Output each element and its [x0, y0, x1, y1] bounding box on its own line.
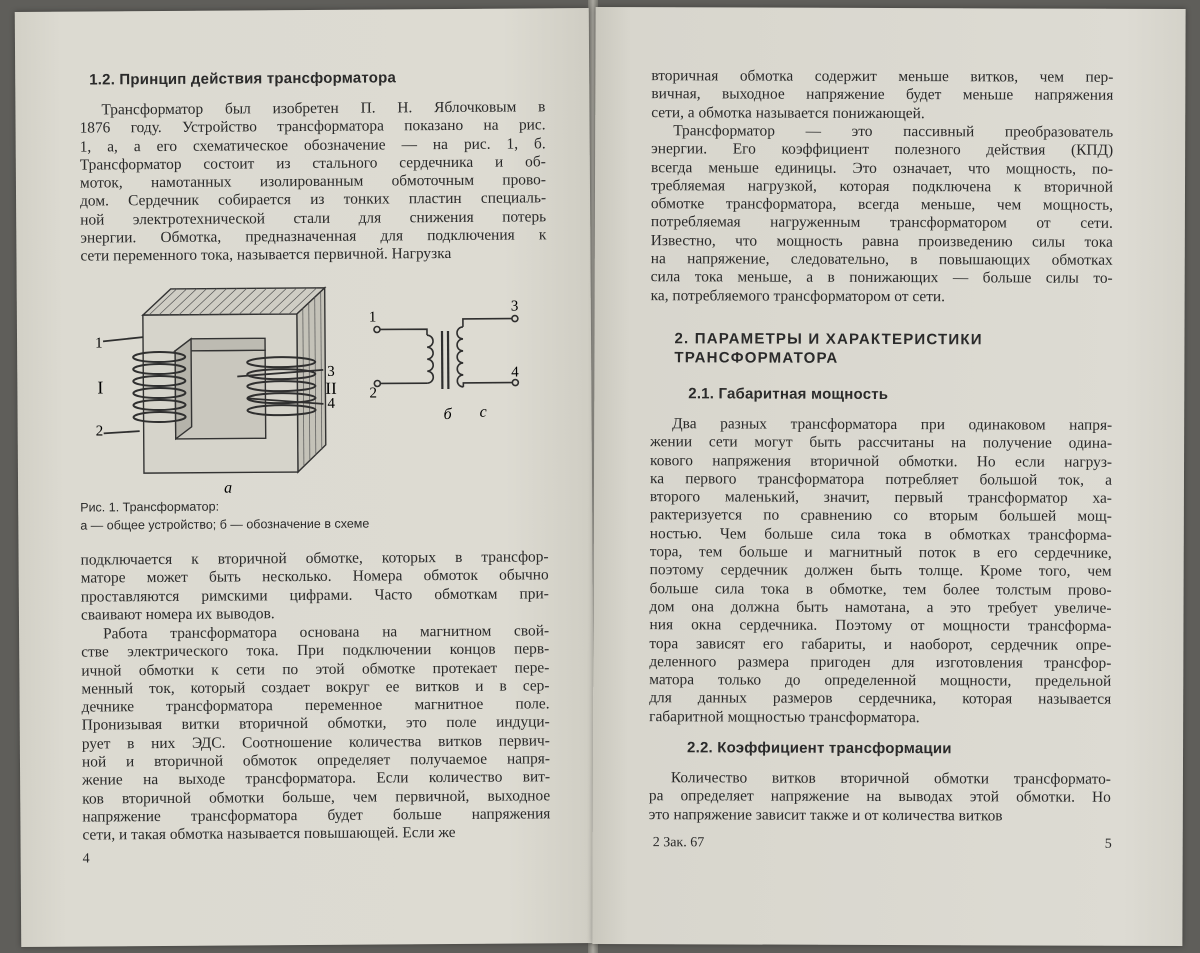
text-line: сети переменного тока, называется первичной. Нагрузка: [80, 245, 452, 265]
paragraph-rated-power: [649, 415, 1112, 728]
text-line: Пронизывая витки вторичной обмотки, это поле индуци-: [81, 713, 550, 735]
text-line: дом. Сердечник собирается из тонких пластин специаль-: [80, 189, 547, 211]
text-line: маторе может быть несколько. Номера обмоток обычно: [80, 566, 549, 587]
text-line: тора зависят его габариты, и наоборот, сердечник опре-: [649, 634, 1112, 654]
text-line: сваивают номера их выводов.: [80, 605, 275, 624]
right-page: [592, 7, 1185, 946]
text-line: вичная, выходное напряжение будет меньше напряжения: [651, 85, 1114, 105]
figure-transformer: [87, 278, 548, 496]
text-line: Количество витков вторичной обмотки трансформато-: [670, 769, 1111, 788]
paragraph-step-down: [651, 67, 1113, 124]
text-line: дечнике трансформатора переменное магнитное поле.: [81, 695, 550, 716]
sub-heading-2-1: 2.1. Габаритная мощность: [688, 385, 889, 403]
text-line: для данных размеров сердечника, которая называется: [649, 689, 1112, 709]
text-line: энергии. Обмотка, предназначенная для подключения к: [80, 226, 547, 247]
text-line: ка, потребляемого трансформатором от сети.: [650, 286, 946, 305]
text-line: Трансформатор состоит из стального сердечника и об-: [79, 153, 546, 174]
text-line: ния окна сердечника. Поэтому от мощности трансформа-: [649, 616, 1112, 636]
figure-label-c: с: [479, 403, 487, 421]
paragraph-transformation-ratio: [649, 769, 1111, 826]
text-line: моток, намотанных изолированным обмоточным прово-: [79, 171, 546, 192]
text-line: Трансформатор — это пассивный преобразователь: [673, 122, 1114, 141]
text-line: рактеризуется по сравнению со вторым большей мощ-: [649, 506, 1112, 526]
text-line: напряжение трансформатора будет больше напряжения: [82, 805, 551, 826]
text-line: подключается к вторичной обмотке, которых в трансфор-: [80, 548, 549, 569]
text-line: на напряжение, следовательно, в повышающих обмотках: [650, 250, 1113, 269]
text-line: ра определяет напряжение на выводах этой обмотки. Но: [648, 787, 1111, 807]
paragraph-efficiency: [651, 122, 1114, 307]
chapter-heading-line-2: ТРАНСФОРМАТОРА: [674, 349, 839, 367]
text-line: вторичная обмотка содержит меньше витков, чем пер-: [651, 67, 1114, 86]
text-line: рует в них ЭДС. Соотношение количества витков первич-: [81, 732, 550, 753]
text-line: проставляются римскими цифрами. Часто обмоткам при-: [80, 584, 549, 606]
terminal-label-2: 2: [95, 423, 104, 440]
winding-label-secondary: II: [325, 378, 337, 398]
text-line: сети, и такая обмотка называется повышающей. Если же: [82, 824, 456, 844]
text-line: матора только до определенной мощности, предельной: [649, 671, 1112, 690]
terminal-label-4-schematic: 4: [511, 364, 519, 381]
text-line: это напряжение зависит также и от количества витков: [648, 805, 1003, 824]
text-line: стве электрического тока. При подключении концов перв-: [81, 640, 550, 661]
text-line: Известно, что мощность равна произведению силы тока: [650, 231, 1113, 251]
figure-label-a: а: [224, 479, 233, 497]
text-line: Работа трансформатора основана на магнитном свой-: [103, 622, 550, 643]
text-line: 1, а, а его схематическое обозначение — на рис. 1, б.: [79, 134, 546, 156]
text-line: больше сила тока в обмотке, тем более толстым прово-: [649, 579, 1112, 599]
text-line: обмотке трансформатора, всегда меньше, чем мощность,: [650, 195, 1113, 214]
terminal-label-3-schematic: 3: [510, 298, 519, 315]
text-line: ной и вторичной обмоток определяет получаемое напря-: [81, 750, 551, 771]
text-line: 1876 году. Устройство трансформатора показано на рис.: [79, 116, 546, 137]
terminal-label-3-left: 3: [327, 363, 335, 380]
text-line: тора, тем больше и магнитный поток в его сердечнике,: [649, 543, 1112, 562]
terminal-label-1: 1: [95, 335, 103, 352]
terminal-label-4-left: 4: [327, 395, 336, 412]
left-page: [15, 8, 596, 947]
figure-caption-title: Рис. 1. Трансформатор:: [80, 499, 220, 515]
winding-label-primary: I: [97, 377, 104, 398]
page-number-right: 5: [1104, 836, 1112, 852]
text-line: менный ток, который создает вокруг ее витков и в сер-: [81, 677, 550, 698]
text-line: Два разных трансформатора при одинаковом напря-: [672, 415, 1113, 434]
text-line: сети, а обмотка называется понижающей.: [651, 103, 925, 122]
text-line: поэтому сердечник должен быть толще. Кроме того, чем: [649, 561, 1112, 581]
text-line: ков вторичной обмотки больше, чем первичной, выходное: [82, 786, 551, 808]
section-heading-1-2: 1.2. Принцип действия трансформатора: [89, 69, 397, 89]
text-line: ностью. Чем больше сила тока в обмотках трансформа-: [649, 524, 1112, 544]
chapter-heading-line-1: 2. ПАРАМЕТРЫ И ХАРАКТЕРИСТИКИ: [674, 330, 983, 349]
schematic-symbol: [374, 316, 519, 390]
text-line: второго маленький, значит, первый трансформатор ха-: [649, 488, 1112, 507]
text-line: сила тока меньше, а в понижающих — больше силы то-: [650, 268, 1113, 288]
figure-caption-description: а — общее устройство; б — обозначение в схеме: [80, 516, 370, 533]
paragraph-operation: [81, 622, 551, 845]
text-line: всегда меньше единицы. Это означает, что мощность, по-: [651, 158, 1114, 178]
text-line: ка первого трансформатора потребляет большой ток, а: [649, 470, 1113, 489]
text-line: жение на выходе трансформатора. Если количество вит-: [82, 768, 551, 789]
text-line: ной электротехнической стали для снижения потерь: [80, 208, 547, 229]
printer-signature: 2 Зак. 67: [652, 835, 705, 851]
text-line: кового напряжения вторичной обмотки. Но если нагруз-: [650, 451, 1113, 471]
terminal-label-1-schematic: 1: [368, 309, 377, 326]
chapter-heading: [674, 329, 982, 368]
paragraph-intro: [79, 98, 546, 266]
text-line: деленного размера пригоден для изготовления трансфор-: [649, 653, 1112, 672]
terminal-label-2-schematic: 2: [369, 385, 377, 402]
text-line: ичной обмотки к сети по этой обмотке протекает пере-: [81, 658, 550, 680]
page-number-left: 4: [82, 851, 90, 867]
text-line: жении сети могут быть рассчитаны на получение одина-: [650, 433, 1113, 453]
transformer-core-drawing: [143, 288, 326, 473]
figure-label-b: б: [443, 405, 452, 424]
text-line: Трансформатор был изобретен П. Н. Яблочковым в: [101, 98, 546, 119]
text-line: энергии. Его коэффициент полезного действия (КПД): [651, 140, 1114, 160]
text-line: потребляемая нагруженным трансформатором от сети.: [650, 213, 1113, 233]
text-line: дом она должна быть намотана, а это требует увеличе-: [649, 598, 1112, 617]
text-line: габаритной мощностью трансформатора.: [649, 707, 920, 726]
text-line: требляемая нагрузкой, которая подключена к вторичной: [650, 177, 1114, 196]
paragraph-windings: [81, 548, 549, 624]
sub-heading-2-2: 2.2. Коэффициент трансформации: [687, 739, 952, 758]
